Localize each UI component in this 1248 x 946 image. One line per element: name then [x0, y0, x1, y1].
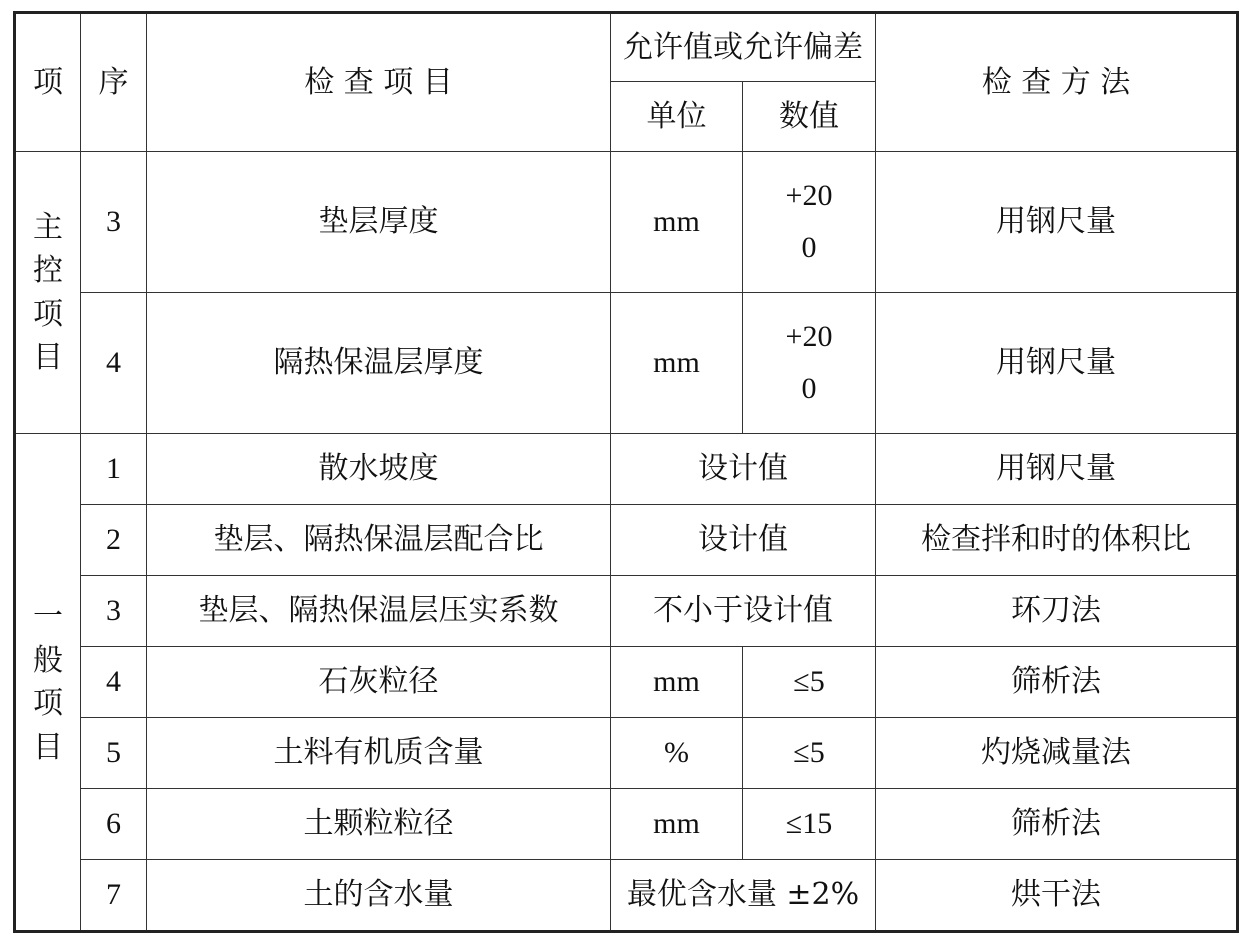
item-cell: 土的含水量 [147, 860, 611, 932]
value-cell [743, 293, 876, 434]
method-cell: 筛析法 [876, 647, 1238, 718]
seq-cell: 4 [81, 647, 147, 718]
seq-cell: 2 [81, 505, 147, 576]
table-row [15, 576, 1238, 647]
value-cell [743, 152, 876, 293]
method-cell: 检查拌和时的体积比 [876, 505, 1238, 576]
method-cell: 烘干法 [876, 860, 1238, 932]
table-row [15, 434, 1238, 505]
item-cell: 石灰粒径 [147, 647, 611, 718]
value-line-1: +20 [785, 319, 833, 353]
header-seq: 序 [81, 13, 147, 152]
table-row [15, 789, 1238, 860]
allowance-cell: 最优含水量 ±2% [611, 860, 876, 932]
seq-cell: 5 [81, 718, 147, 789]
unit-cell: mm [611, 789, 743, 860]
item-cell: 隔热保温层厚度 [147, 293, 611, 434]
seq-cell: 3 [81, 576, 147, 647]
method-cell: 灼烧减量法 [876, 718, 1238, 789]
seq-cell: 4 [81, 293, 147, 434]
allowance-cell: 设计值 [611, 505, 876, 576]
header-allowance: 允许值或允许偏差 [611, 13, 876, 82]
value-cell: ≤5 [743, 647, 876, 718]
seq-cell: 3 [81, 152, 147, 293]
unit-cell: % [611, 718, 743, 789]
table-row [15, 718, 1238, 789]
item-cell: 垫层厚度 [147, 152, 611, 293]
seq-cell: 6 [81, 789, 147, 860]
table-row [15, 647, 1238, 718]
header-category: 项 [15, 13, 81, 152]
header-value: 数值 [743, 82, 876, 152]
table-row [15, 152, 1238, 293]
method-cell: 环刀法 [876, 576, 1238, 647]
allowance-cell: 设计值 [611, 434, 876, 505]
method-cell: 用钢尺量 [876, 293, 1238, 434]
value-line-1: +20 [785, 178, 833, 212]
value-cell: ≤15 [743, 789, 876, 860]
value-cell: ≤5 [743, 718, 876, 789]
seq-cell: 7 [81, 860, 147, 932]
table-row [15, 293, 1238, 434]
item-cell: 散水坡度 [147, 434, 611, 505]
unit-cell: mm [611, 152, 743, 293]
group-main [15, 152, 81, 434]
header-row [15, 13, 1238, 82]
item-cell: 垫层、隔热保温层压实系数 [147, 576, 611, 647]
group-general-label: 一般项目 [33, 599, 63, 765]
allowance-cell: 不小于设计值 [611, 576, 876, 647]
value-line-2: 0 [801, 372, 817, 405]
method-cell: 筛析法 [876, 789, 1238, 860]
unit-cell: mm [611, 293, 743, 434]
group-general [15, 434, 81, 932]
method-cell: 用钢尺量 [876, 434, 1238, 505]
method-cell: 用钢尺量 [876, 152, 1238, 293]
value-line-2: 0 [801, 231, 817, 264]
item-cell: 土料有机质含量 [147, 718, 611, 789]
unit-cell: mm [611, 647, 743, 718]
item-cell: 垫层、隔热保温层配合比 [147, 505, 611, 576]
header-method: 检 查 方 法 [876, 13, 1238, 152]
item-cell: 土颗粒粒径 [147, 789, 611, 860]
inspection-table [13, 11, 1239, 933]
header-item: 检 查 项 目 [147, 13, 611, 152]
table-row [15, 505, 1238, 576]
group-main-label: 主控项目 [33, 209, 63, 375]
table-row [15, 860, 1238, 932]
header-unit: 单位 [611, 82, 743, 152]
seq-cell: 1 [81, 434, 147, 505]
